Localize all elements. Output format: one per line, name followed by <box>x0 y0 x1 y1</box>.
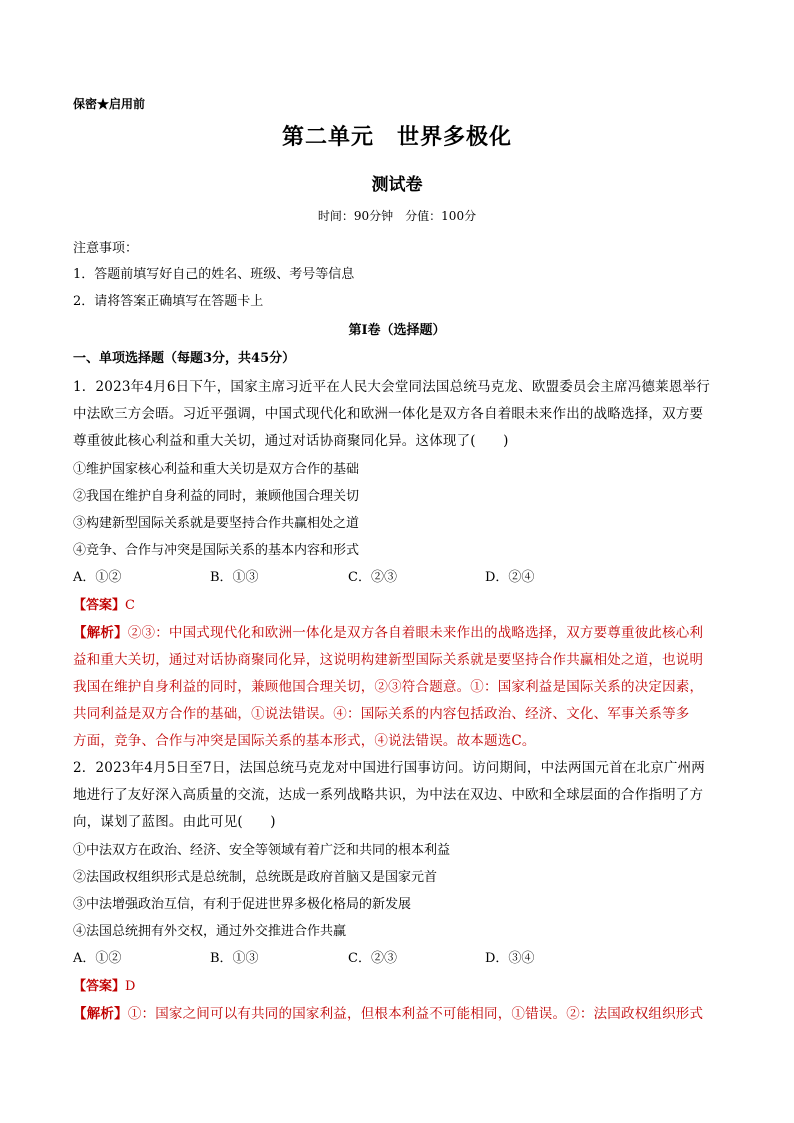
statement: ①维护国家核心利益和重大关切是双方合作的基础 <box>73 462 360 477</box>
statement: ②法国政权组织形式是总统制，总统既是政府首脑又是国家元首 <box>73 870 438 885</box>
part-title: 第I卷（选择题） <box>348 323 446 338</box>
analysis-line <box>73 621 703 641</box>
statement: ④法国总统拥有外交权，通过外交推进合作共赢 <box>73 924 347 939</box>
statement: ②我国在维护自身利益的同时，兼顾他国合理关切 <box>73 489 360 504</box>
option-c: C．②③ <box>348 570 397 585</box>
notes-heading: 注意事项： <box>73 241 139 256</box>
notes-item: 1．答题前填写好自己的姓名、班级、考号等信息 <box>73 267 355 282</box>
statement: ③构建新型国际关系就是要坚持合作共赢相处之道 <box>73 516 360 531</box>
exam-meta: 时间：90分钟 分值：100分 <box>317 209 477 223</box>
notes-item: 2．请将答案正确填写在答题卡上 <box>73 294 264 309</box>
question-1-line: 中法欧三方会晤。习近平强调，中国式现代化和欧洲一体化是双方各自着眼未来作出的战略选择，双方要 <box>73 406 704 422</box>
analysis-label: 【解析】 <box>73 1006 128 1022</box>
analysis-text: ②③：中国式现代化和欧洲一体化是双方各自着眼未来作出的战略选择，双方要尊重彼此核心利 <box>127 625 704 641</box>
analysis-line <box>73 1002 703 1022</box>
page-subtitle: 测试卷 <box>371 175 423 195</box>
page-title: 第二单元 世界多极化 <box>281 124 512 150</box>
analysis-line: 共同利益是双方合作的基础，①说法错误。④：国际关系的内容包括政治、经济、文化、军事关系等多 <box>73 706 690 722</box>
option-a: A．①② <box>73 951 122 966</box>
answer-value: D <box>125 979 136 994</box>
analysis-text: ①：国家之间可以有共同的国家利益，但根本利益不可能相同，①错误。②：法国政权组织形式 <box>127 1006 704 1022</box>
question-2-line: 向，谋划了蓝图。由此可见( ) <box>73 814 276 830</box>
option-d: D．②④ <box>485 570 535 585</box>
analysis-label: 【解析】 <box>73 625 128 641</box>
option-b: B．①③ <box>210 951 259 966</box>
option-b: B．①③ <box>210 570 259 585</box>
option-a: A．①② <box>73 570 122 585</box>
answer-label: 【答案】 <box>73 979 126 994</box>
answer-value: C <box>125 598 135 613</box>
statement: ④竞争、合作与冲突是国际关系的基本内容和形式 <box>73 543 360 558</box>
section-title: 一、单项选择题（每题3分，共45分） <box>73 351 296 366</box>
answer-row <box>73 975 135 994</box>
answer-row <box>73 594 135 613</box>
analysis-line: 我国在维护自身利益的同时，兼顾他国合理关切，②③符合题意。①：国家利益是国际关系的决定因素， <box>73 679 704 695</box>
option-d: D．③④ <box>485 951 535 966</box>
confidential-mark: 保密★启用前 <box>73 97 146 111</box>
analysis-line: 方面，竞争、合作与冲突是国际关系的基本形式，④说法错误。故本题选C。 <box>73 733 536 749</box>
question-2-line: 地进行了友好深入高质量的交流，达成一系列战略共识，为中法在双边、中欧和全球层面的合作指明了方 <box>73 787 704 803</box>
statement: ①中法双方在政治、经济、安全等领域有着广泛和共同的根本利益 <box>73 843 451 858</box>
statement: ③中法增强政治互信，有利于促进世界多极化格局的新发展 <box>73 897 412 912</box>
question-1-line: 尊重彼此核心利益和重大关切，通过对话协商聚同化异。这体现了( ) <box>73 433 509 449</box>
answer-label: 【答案】 <box>73 598 126 613</box>
analysis-line: 益和重大关切，通过对话协商聚同化异，这说明构建新型国际关系就是要坚持合作共赢相处之道，也说明 <box>73 652 704 668</box>
option-c: C．②③ <box>348 951 397 966</box>
question-1-line: 1．2023年4月6日下午，国家主席习近平在人民大会堂同法国总统马克龙、欧盟委员会主席冯德莱恩举行 <box>73 379 710 395</box>
question-2-line: 2．2023年4月5日至7日，法国总统马克龙对中国进行国事访问。访问期间，中法两国元首在北京广州两 <box>73 760 706 776</box>
